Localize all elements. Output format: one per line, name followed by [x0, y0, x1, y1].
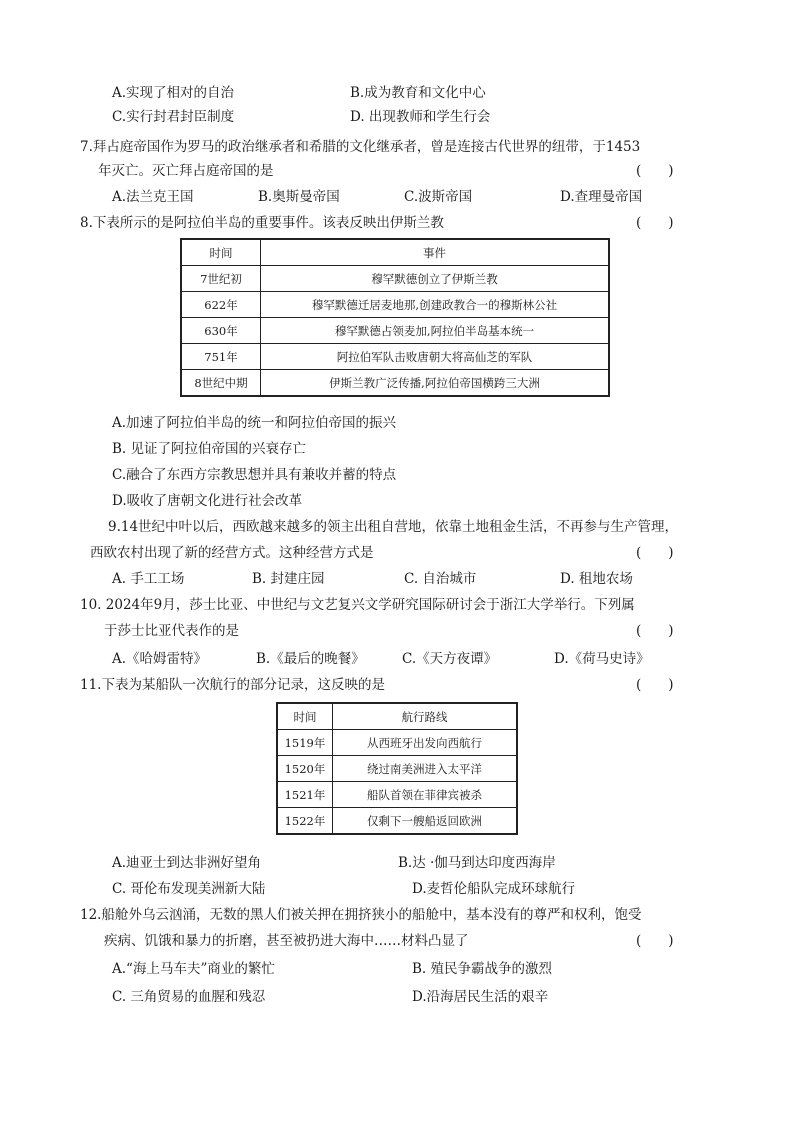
table-header-row [181, 239, 609, 266]
table-cell-time: 1522年 [277, 808, 333, 835]
table-cell-event: 伊斯兰教广泛传播,阿拉伯帝国横跨三大洲 [261, 370, 610, 397]
q7-option-a[interactable]: A.法兰克王国 [112, 189, 194, 205]
table-row [277, 730, 517, 756]
q9-option-c[interactable]: C. 自治城市 [404, 571, 477, 587]
table-cell-time: 1521年 [277, 782, 333, 808]
table-row [181, 344, 609, 370]
q10-answer-blank[interactable]: ( ) [636, 623, 674, 639]
q8-events-table [180, 238, 610, 397]
table-cell-route: 绕过南美洲进入太平洋 [333, 756, 518, 782]
q6-option-b[interactable]: B.成为教育和文化中心 [350, 85, 486, 101]
q10-option-d[interactable]: D.《荷马史诗》 [554, 651, 650, 667]
table-header-row [277, 703, 517, 730]
q12-answer-blank[interactable]: ( ) [636, 933, 674, 949]
q9-stem-line2: 西欧农村出现了新的经营方式。这种经营方式是 [90, 545, 374, 561]
table-header-time: 时间 [181, 239, 261, 266]
q8-stem-line1: 8.下表所示的是阿拉伯半岛的重要事件。该表反映出伊斯兰教 [80, 215, 444, 231]
q7-answer-blank[interactable]: ( ) [636, 163, 674, 179]
table-row [277, 756, 517, 782]
q12-option-b[interactable]: B. 殖民争霸战争的激烈 [412, 961, 553, 977]
q11-option-b[interactable]: B.达 ·伽马到达印度西海岸 [398, 855, 556, 871]
q10-option-a[interactable]: A.《哈姆雷特》 [112, 651, 208, 667]
table-row [277, 808, 517, 835]
table-cell-route: 从西班牙出发向西航行 [333, 730, 518, 756]
table-row [181, 292, 609, 318]
table-cell-event: 阿拉伯军队击败唐朝大将高仙芝的军队 [261, 344, 610, 370]
table-header-event: 事件 [261, 239, 610, 266]
table-cell-time: 751年 [181, 344, 261, 370]
q12-option-a[interactable]: A.“海上马车夫”商业的繁忙 [112, 961, 275, 977]
q8-option-a[interactable]: A.加速了阿拉伯半岛的统一和阿拉伯帝国的振兴 [112, 415, 397, 431]
q12-stem-line1: 12.船舱外乌云汹涌，无数的黑人们被关押在拥挤狭小的船舱中，基本没有的尊严和权利，饱受 [80, 907, 642, 923]
table-row [181, 266, 609, 292]
q6-option-c[interactable]: C.实行封君封臣制度 [112, 109, 235, 125]
q9-answer-blank[interactable]: ( ) [636, 545, 674, 561]
q7-stem-line2: 年灭亡。灭亡拜占庭帝国的是 [98, 163, 274, 179]
q11-option-c[interactable]: C. 哥伦布发现美洲新大陆 [112, 881, 266, 897]
table-cell-event: 穆罕默德占领麦加,阿拉伯半岛基本统一 [261, 318, 610, 344]
q8-option-c[interactable]: C.融合了东西方宗教思想并具有兼收并蓄的特点 [112, 467, 397, 483]
q11-option-d[interactable]: D.麦哲伦船队完成环球航行 [412, 881, 576, 897]
q10-stem-line1: 10. 2024年9月，莎士比亚、中世纪与文艺复兴文学研究国际研讨会于浙江大学举行。下列属 [80, 597, 635, 613]
q7-option-d[interactable]: D.查理曼帝国 [560, 189, 643, 205]
q9-option-d[interactable]: D. 租地农场 [560, 571, 633, 587]
q7-option-c[interactable]: C.波斯帝国 [404, 189, 473, 205]
q9-option-a[interactable]: A. 手工工场 [112, 571, 185, 587]
q12-option-c[interactable]: C. 三角贸易的血腥和残忍 [112, 989, 266, 1005]
q10-option-b[interactable]: B.《最后的晚餐》 [256, 651, 365, 667]
table-row [277, 782, 517, 808]
table-cell-route: 仅剩下一艘船返回欧洲 [333, 808, 518, 835]
table-row [181, 370, 609, 397]
q11-option-a[interactable]: A.迪亚士到达非洲好望角 [112, 855, 262, 871]
table-cell-time: 630年 [181, 318, 261, 344]
table-cell-time: 7世纪初 [181, 266, 261, 292]
table-cell-time: 1519年 [277, 730, 333, 756]
table-header-time: 时间 [277, 703, 333, 730]
table-cell-time: 8世纪中期 [181, 370, 261, 397]
q8-option-b[interactable]: B. 见证了阿拉伯帝国的兴衰存亡 [112, 441, 307, 457]
q6-option-d[interactable]: D. 出现教师和学生行会 [350, 109, 491, 125]
table-cell-time: 622年 [181, 292, 261, 318]
q12-stem-line2: 疾病、饥饿和暴力的折磨，甚至被扔进大海中……材料凸显了 [104, 933, 469, 949]
q10-option-c[interactable]: C.《天方夜谭》 [402, 651, 498, 667]
q11-answer-blank[interactable]: ( ) [636, 677, 674, 693]
q7-stem-line1: 7.拜占庭帝国作为罗马的政治继承者和希腊的文化继承者，曾是连接古代世界的纽带，于1453 [80, 139, 641, 155]
q11-voyage-table [276, 702, 518, 835]
q9-stem-line1: 9.14世纪中叶以后，西欧越来越多的领主出租自营地，依靠土地租金生活，不再参与生产管理， [108, 519, 679, 535]
table-header-route: 航行路线 [333, 703, 518, 730]
table-cell-time: 1520年 [277, 756, 333, 782]
q9-option-b[interactable]: B. 封建庄园 [252, 571, 325, 587]
q8-option-d[interactable]: D.吸收了唐朝文化进行社会改革 [112, 493, 303, 509]
q6-option-a[interactable]: A.实现了相对的自治 [112, 85, 235, 101]
table-cell-route: 船队首领在菲律宾被杀 [333, 782, 518, 808]
table-cell-event: 穆罕默德创立了伊斯兰教 [261, 266, 610, 292]
table-cell-event: 穆罕默德迁居麦地那,创建政教合一的穆斯林公社 [261, 292, 610, 318]
q7-option-b[interactable]: B.奥斯曼帝国 [258, 189, 340, 205]
q11-stem-line1: 11.下表为某船队一次航行的部分记录，这反映的是 [80, 677, 385, 693]
table-row [181, 318, 609, 344]
q10-stem-line2: 于莎士比亚代表作的是 [104, 623, 239, 639]
q8-answer-blank[interactable]: ( ) [636, 215, 674, 231]
q12-option-d[interactable]: D.沿海居民生活的艰辛 [412, 989, 549, 1005]
